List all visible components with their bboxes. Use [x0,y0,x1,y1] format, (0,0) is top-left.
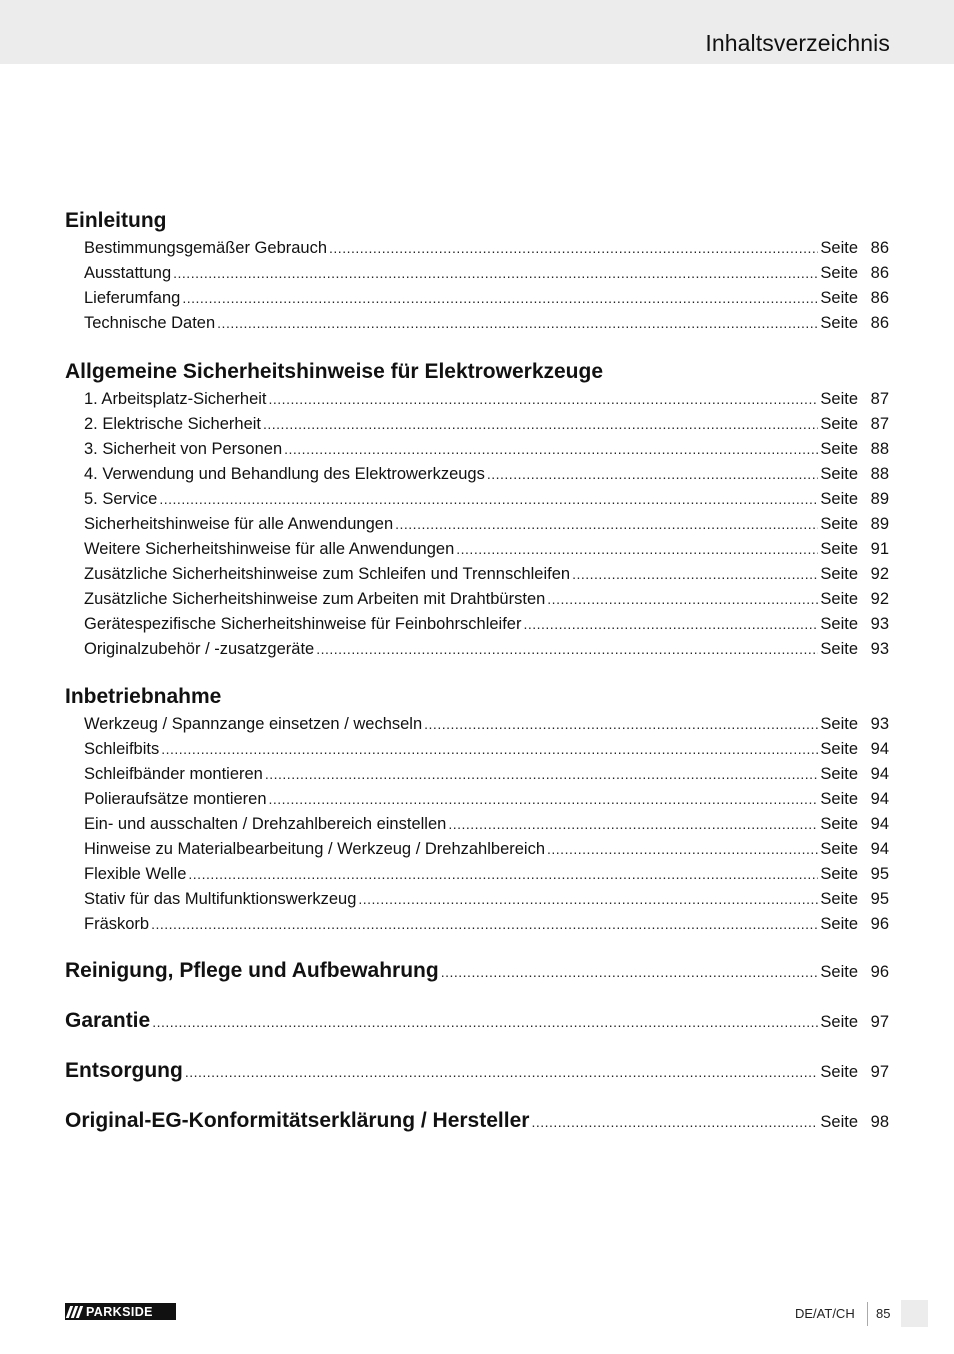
section-heading-einleitung: Einleitung [65,209,167,232]
logo-stripes-icon [63,1306,83,1318]
footer-tab-box [901,1300,928,1327]
toc-entry[interactable]: 4. Verwendung und Behandlung des Elektrowerkzeugs ..... Seite 88 [84,465,889,487]
page-title: Inhaltsverzeichnis [705,30,890,56]
toc-entry[interactable]: Originalzubehör / -zusatzgeräte ..... Seite 93 [84,640,889,662]
toc-section-entsorgung[interactable]: Entsorgung ..... Seite 97 [65,1059,889,1089]
section-heading-sicherheitshinweise: Allgemeine Sicherheitshinweise für Elektrowerkzeuge [65,360,604,383]
toc-entry[interactable]: Hinweise zu Materialbearbeitung / Werkzeug / Drehzahlbereich ..... Seite 94 [84,840,889,862]
toc-section-konformitaet[interactable]: Original-EG-Konformitätserklärung / Hersteller ..... Seite 98 [65,1109,889,1139]
toc-entry[interactable]: Ein- und ausschalten / Drehzahlbereich einstellen ..... Seite 94 [84,815,889,837]
toc-entry[interactable]: 1. Arbeitsplatz-Sicherheit ..... Seite 87 [84,390,889,412]
toc-entry[interactable]: Lieferumfang ..... Seite 86 [84,289,889,311]
toc-entry[interactable]: Gerätespezifische Sicherheitshinweise für Feinbohrschleifer ..... Seite 93 [84,615,889,637]
toc-entry[interactable]: Polieraufsätze montieren ..... Seite 94 [84,790,889,812]
toc-entry[interactable]: Sicherheitshinweise für alle Anwendungen ..... Seite 89 [84,515,889,537]
toc-entry[interactable]: 2. Elektrische Sicherheit ..... Seite 87 [84,415,889,437]
section-heading-inbetriebnahme: Inbetriebnahme [65,685,222,708]
page-number: 85 [876,1306,891,1321]
toc-entry[interactable]: 3. Sicherheit von Personen ..... Seite 88 [84,440,889,462]
toc-entry[interactable]: Werkzeug / Spannzange einsetzen / wechseln ..... Seite 93 [84,715,889,737]
toc-entry[interactable]: Weitere Sicherheitshinweise für alle Anwendungen ..... Seite 91 [84,540,889,562]
footer-divider [867,1302,868,1326]
toc-section-reinigung[interactable]: Reinigung, Pflege und Aufbewahrung ..... Seite 96 [65,959,889,989]
toc-entry[interactable]: Stativ für das Multifunktionswerkzeug ..... Seite 95 [84,890,889,912]
toc-entry[interactable]: Schleifbänder montieren ..... Seite 94 [84,765,889,787]
toc-entry[interactable]: Bestimmungsgemäßer Gebrauch ..... Seite 86 [84,239,889,261]
brand-name: PARKSIDE [86,1304,153,1319]
language-code: DE/AT/CH [795,1306,855,1321]
toc-section-garantie[interactable]: Garantie ..... Seite 97 [65,1009,889,1039]
parkside-logo [65,1303,176,1320]
toc-entry[interactable]: 5. Service ..... Seite 89 [84,490,889,512]
toc-entry[interactable]: Ausstattung ..... Seite 86 [84,264,889,286]
toc-entry[interactable]: Schleifbits ..... Seite 94 [84,740,889,762]
toc-entry[interactable]: Flexible Welle ..... Seite 95 [84,865,889,887]
toc-entry[interactable]: Zusätzliche Sicherheitshinweise zum Arbeiten mit Drahtbürsten ..... Seite 92 [84,590,889,612]
toc-entry[interactable]: Fräskorb ..... Seite 96 [84,915,889,937]
toc-entry[interactable]: Technische Daten ..... Seite 86 [84,314,889,336]
toc-entry[interactable]: Zusätzliche Sicherheitshinweise zum Schleifen und Trennschleifen ..... Seite 92 [84,565,889,587]
